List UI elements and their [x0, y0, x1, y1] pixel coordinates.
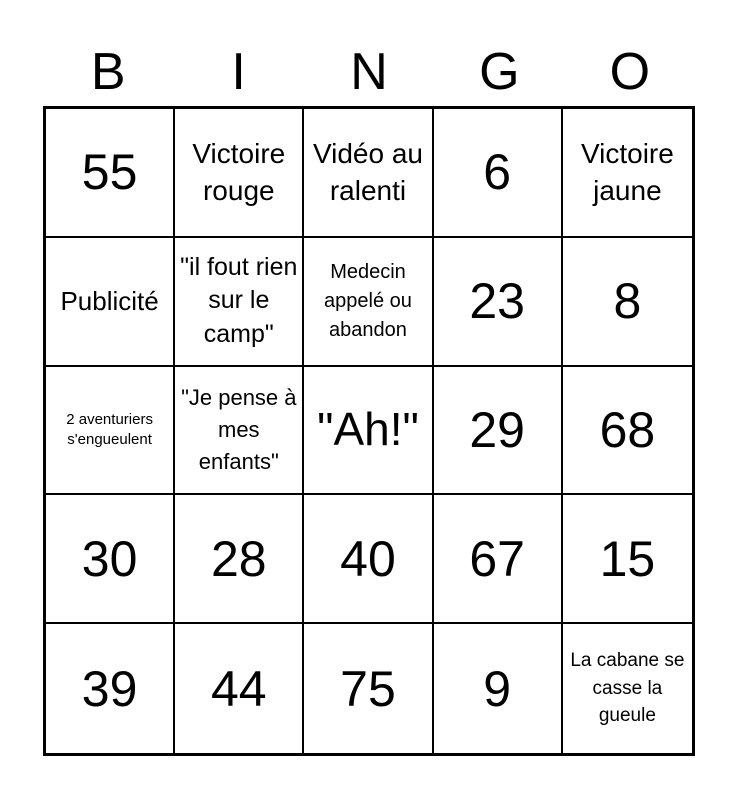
bingo-cell: 40 — [304, 495, 433, 624]
bingo-cell: 8 — [563, 238, 692, 367]
bingo-cell: Publicité — [46, 238, 175, 367]
header-letter-b: B — [90, 43, 126, 101]
bingo-cell: La cabane se casse la gueule — [570, 650, 685, 727]
bingo-cell: "Ah!" — [304, 367, 433, 496]
bingo-cell: Victoire rouge — [175, 109, 304, 238]
header-letter-g: G — [479, 43, 520, 101]
header-letter-n: N — [350, 43, 388, 101]
bingo-cell: "il fout rien sur le camp" — [175, 238, 304, 367]
bingo-cell: 6 — [434, 109, 563, 238]
bingo-cell: 9 — [434, 624, 563, 753]
bingo-cell: 44 — [175, 624, 304, 753]
bingo-cell: "Je pense à mes enfants" — [175, 367, 304, 496]
bingo-cell: 29 — [434, 367, 563, 496]
bingo-cell: 2 aventuriers s'engueulent — [46, 367, 175, 496]
bingo-cell: 55 — [46, 109, 175, 238]
bingo-cell: 23 — [434, 238, 563, 367]
bingo-cell: 75 — [304, 624, 433, 753]
bingo-cell: Medecin appelé ou abandon — [304, 238, 433, 367]
bingo-cell: 68 — [563, 367, 692, 496]
header-letter-i: I — [231, 43, 246, 101]
bingo-cell: 39 — [46, 624, 175, 753]
bingo-cell: 67 — [434, 495, 563, 624]
bingo-header — [43, 40, 695, 104]
bingo-cell: Vidéo au ralenti — [304, 109, 433, 238]
bingo-cell: 30 — [46, 495, 175, 624]
bingo-cell: 15 — [563, 495, 692, 624]
header-letter-o: O — [609, 43, 651, 101]
bingo-cell: Victoire jaune — [563, 109, 692, 238]
bingo-board — [43, 106, 695, 756]
bingo-cell: 28 — [175, 495, 304, 624]
